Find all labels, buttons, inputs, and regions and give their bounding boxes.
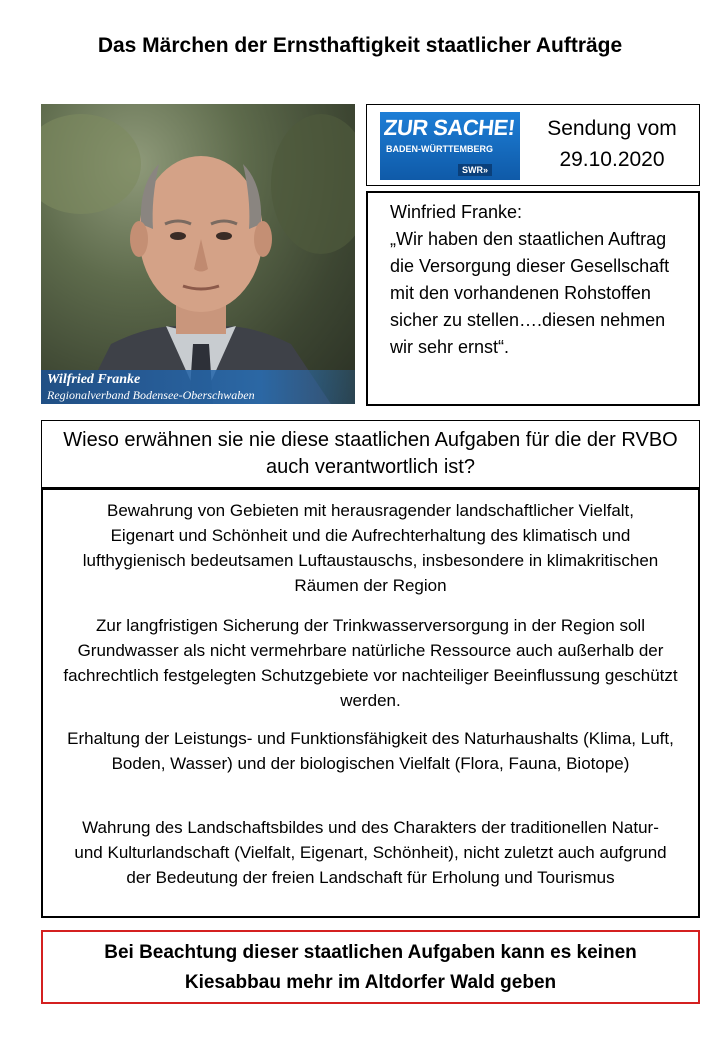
caption-name: Wilfried Franke [47, 372, 141, 387]
quote-text: „Wir haben den staatlichen Auftrag die Versorgung dieser Gesellschaft mit den vorhandenen Rohstoffen sicher zu stellen….diesen nehmen wir sehr ernst“. [390, 229, 670, 357]
broadcast-date [527, 113, 697, 175]
broadcast-date-value: 29.10.2020 [559, 148, 665, 171]
tasks-box [41, 488, 700, 918]
portrait-illustration [41, 104, 355, 404]
conclusion-text: Bei Beachtung dieser staatlichen Aufgaben kann es keinen Kiesabbau mehr im Altdorfer Wald geben [104, 942, 637, 993]
task-item: Erhaltung der Leistungs- und Funktionsfähigkeit des Naturhaushalts (Klima, Luft, Boden, Wasser) und der biologischen Vielfalt (Flora, Fauna, Biotope) [67, 729, 674, 773]
quote-content [390, 199, 690, 361]
logo-main-text: ZUR SACHE! [382, 115, 517, 140]
quote-speaker: Winfried Franke: [390, 202, 523, 222]
task-item: Wahrung des Landschaftsbildes und des Charakters der traditionellen Natur- und Kulturlandschaft (Vielfalt, Eigenart, Schönheit), nicht zuletzt auch aufgrund der Bedeutung der freien Landschaft für Erholung und Tourismus [74, 818, 667, 887]
page-title: Das Märchen der Ernsthaftigkeit staatlicher Aufträge [97, 34, 623, 57]
logo-sub-text: BADEN-WÜRTTEMBERG [386, 144, 493, 154]
broadcast-label: Sendung vom [547, 117, 677, 140]
task-item: Bewahrung von Gebieten mit herausragender landschaftlicher Vielfalt, Eigenart und Schönheit und die Aufrechterhaltung des klimatisch und lufthygienisch bedeutsamen Luftaustauschs, insbesondere in klimakritischen Räumen der Region [82, 501, 659, 595]
question-text: Wieso erwähnen sie nie diese staatlichen Aufgaben für die der RVBO auch verantwortlich ist? [63, 429, 678, 478]
zur-sache-logo [380, 112, 520, 180]
task-item: Zur langfristigen Sicherung der Trinkwasserversorgung in der Region soll Grundwasser als nicht vermehrbare natürliche Ressource auch außerhalb der fachrechtlich festgelegten Schutzgebiete vor nachteiliger Beeinflussung geschützt werden. [63, 616, 678, 710]
portrait-photo [41, 104, 355, 404]
photo-caption [41, 370, 355, 404]
question-box [41, 420, 700, 488]
swr-logo: SWR» [458, 164, 492, 176]
conclusion-box [41, 930, 700, 1004]
quote-box [366, 191, 700, 406]
caption-org: Regionalverband Bodensee-Oberschwaben [47, 388, 255, 402]
show-info-box [366, 104, 700, 186]
